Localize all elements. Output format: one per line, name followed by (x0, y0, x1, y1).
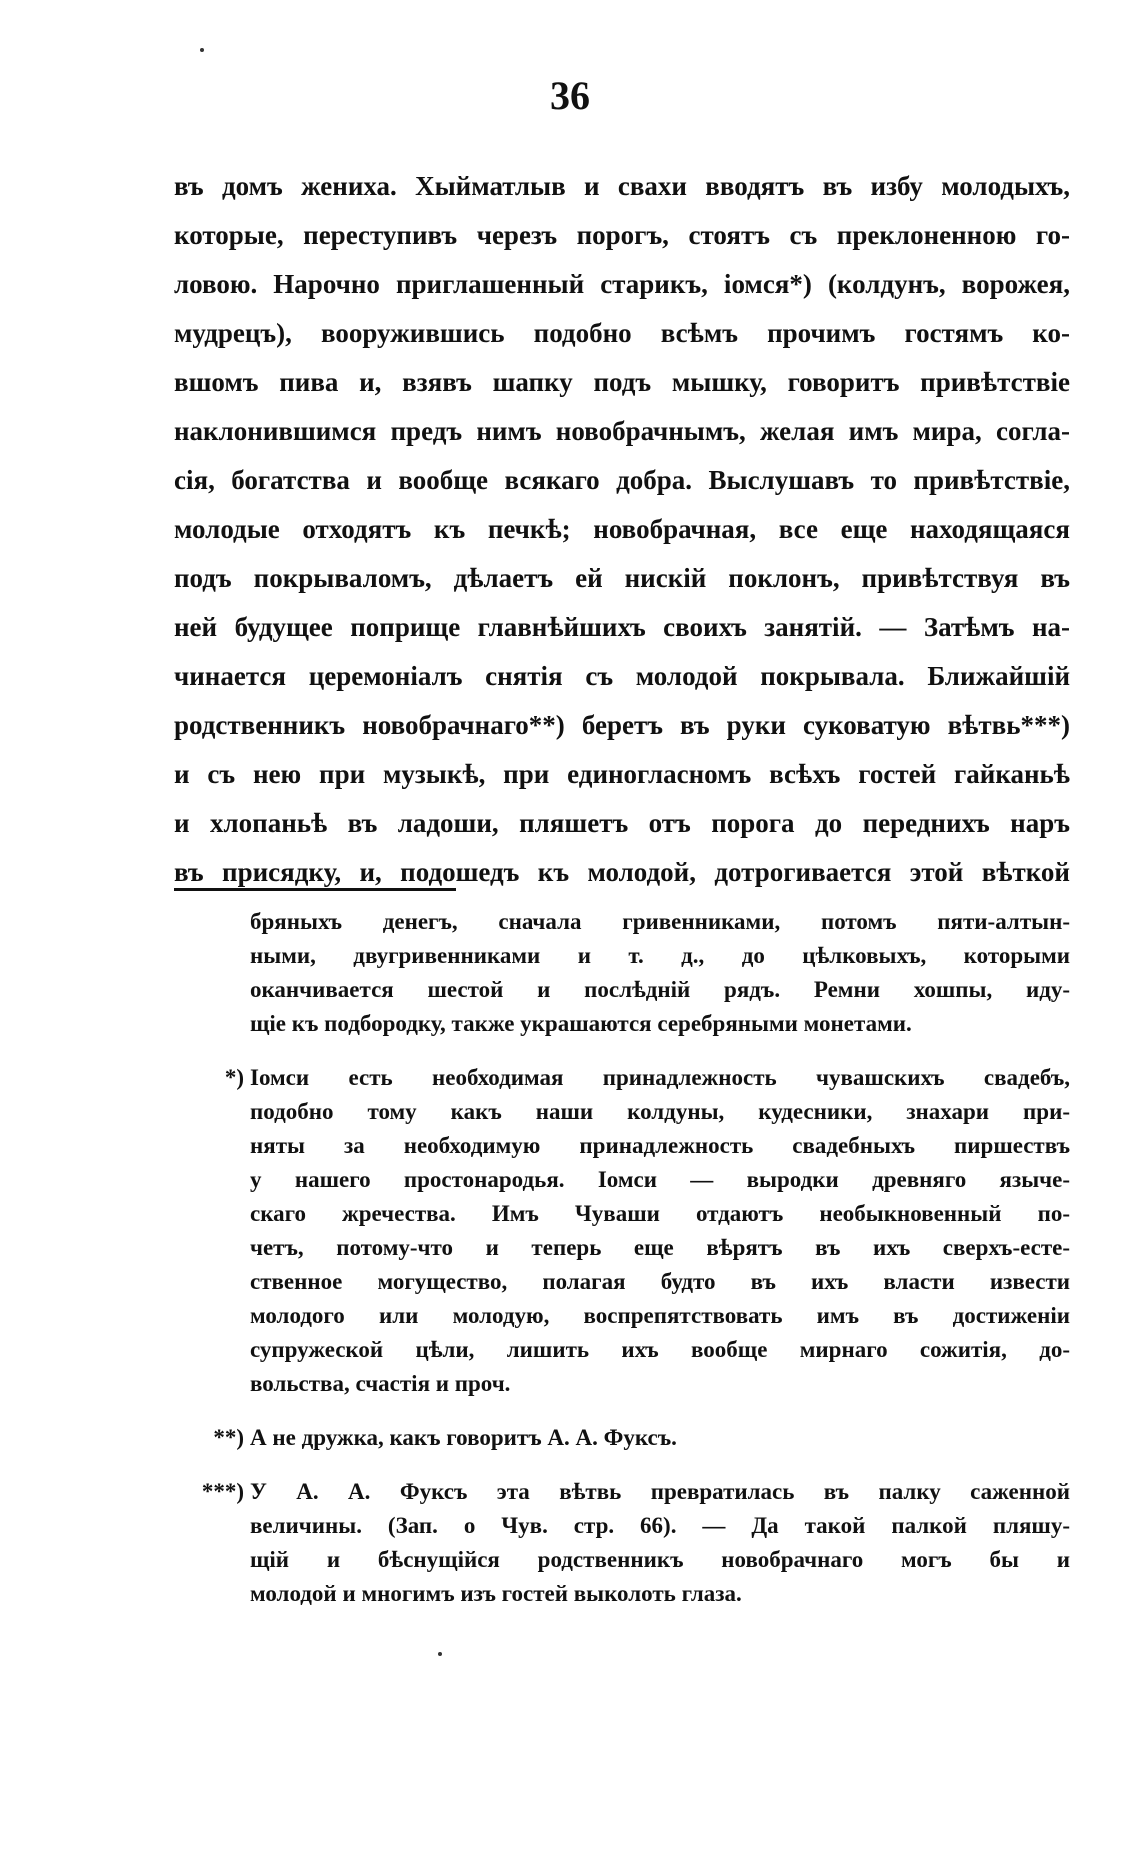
scan-speck (438, 1652, 442, 1656)
text-line: родственникъ новобрачнаго**) беретъ въ руки суковатую вѣтвь***) (174, 710, 1070, 740)
footnote-separator-rule (174, 888, 456, 891)
footnote-line: величины. (Зап. о Чув. стр. 66). — Да такой палкой пляшу- (250, 1513, 1070, 1538)
footnote-line: оканчивается шестой и послѣдній рядъ. Ремни хошпы, иду- (250, 977, 1070, 1002)
footnote-1 (174, 1061, 1070, 1401)
footnote-line: у нашего простонародья. Іомси — выродки древняго языче- (250, 1167, 1070, 1192)
text-line: наклонившимся предъ нимъ новобрачнымъ, желая имъ мира, согла- (174, 416, 1070, 446)
footnote-line: молодого или молодую, воспрепятствовать имъ въ достиженіи (250, 1303, 1070, 1328)
footnote-line: молодой и многимъ изъ гостей выколоть глаза. (250, 1581, 742, 1606)
footnote-line: У А. А. Фуксъ эта вѣтвь превратилась въ палку саженной (250, 1479, 1070, 1504)
text-line: которые, переступивъ черезъ порогъ, стоятъ съ преклоненною го- (174, 220, 1070, 250)
footnote-line: щіе къ подбородку, также украшаются серебряными монетами. (250, 1011, 912, 1036)
footnote-line: бряныхъ денегъ, сначала гривенниками, потомъ пяти-алтын- (250, 909, 1070, 934)
text-line: мудрецъ), вооружившись подобно всѣмъ прочимъ гостямъ ко- (174, 318, 1070, 348)
text-line: подъ покрываломъ, дѣлаетъ ей нискій поклонъ, привѣтствуя въ (174, 563, 1070, 593)
footnote-line: няты за необходимую принадлежность свадебныхъ пиршествъ (250, 1133, 1070, 1158)
footnote-line: щій и бѣснущійся родственникъ новобрачнаго могъ бы и (250, 1547, 1070, 1572)
text-line: вшомъ пива и, взявъ шапку подъ мышку, говоритъ привѣтствіе (174, 367, 1070, 397)
main-text (174, 162, 1070, 897)
text-line: въ присядку, и, подошедъ къ молодой, дотрогивается этой вѣткой (174, 857, 1070, 887)
footnote-mark: ***) (201, 1479, 244, 1504)
footnote-2 (174, 1421, 1070, 1455)
footnote-line: Іомси есть необходимая принадлежность чувашскихъ свадебъ, (250, 1065, 1070, 1090)
text-line: и съ нею при музыкѣ, при единогласномъ всѣхъ гостей гайканьѣ (174, 759, 1070, 789)
footnote-line: ственное могущество, полагая будто въ ихъ власти извести (250, 1269, 1070, 1294)
footnote-line: супружеской цѣли, лишить ихъ вообще мирнаго сожитія, до- (250, 1337, 1070, 1362)
footnote-3 (174, 1475, 1070, 1611)
footnote-line: подобно тому какъ наши колдуны, кудесники, знахари при- (250, 1099, 1070, 1124)
footnote-continuation (174, 905, 1070, 1041)
footnote-mark: **) (213, 1425, 244, 1450)
text-line: въ домъ жениха. Хыйматлыв и свахи вводятъ въ избу молодыхъ, (174, 171, 1070, 201)
footnote-line: скаго жречества. Имъ Чуваши отдаютъ необыкновенный по- (250, 1201, 1070, 1226)
text-line: ловою. Нарочно приглашенный старикъ, іомся*) (колдунъ, ворожея, (174, 269, 1070, 299)
page-number: 36 (550, 73, 590, 118)
footnotes (174, 905, 1070, 1631)
text-line: ней будущее поприще главнѣйшихъ своихъ занятій. — Затѣмъ на- (174, 612, 1070, 642)
footnote-mark: *) (224, 1065, 244, 1090)
footnote-line: А не дружка, какъ говоритъ А. А. Фуксъ. (250, 1425, 677, 1450)
text-line: и хлопаньѣ въ ладоши, пляшетъ отъ порога до переднихъ наръ (174, 808, 1070, 838)
scan-speck (200, 48, 204, 52)
footnote-line: ными, двугривенниками и т. д., до цѣлковыхъ, которыми (250, 943, 1070, 968)
text-line: чинается церемоніалъ снятія съ молодой покрывала. Ближайшій (174, 661, 1070, 691)
text-line: сія, богатства и вообще всякаго добра. Выслушавъ то привѣтствіе, (174, 465, 1070, 495)
text-line: молодые отходятъ къ печкѣ; новобрачная, все еще находящаяся (174, 514, 1070, 544)
footnote-line: вольства, счастія и проч. (250, 1371, 511, 1396)
footnote-line: четъ, потому-что и теперь еще вѣрятъ въ ихъ сверхъ-есте- (250, 1235, 1070, 1260)
